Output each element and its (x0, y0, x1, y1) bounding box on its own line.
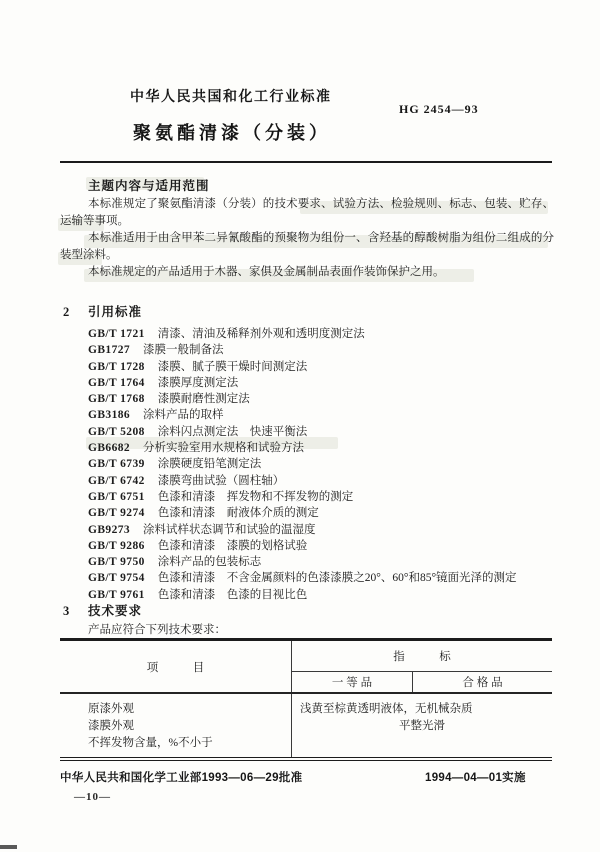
reference-code: GB9273 (88, 523, 131, 536)
requirements-section-heading (63, 601, 142, 619)
scope-section-heading: 主题内容与适用范围 (88, 179, 210, 193)
reference-item (88, 375, 554, 391)
table-col-item-header: 项 目 (60, 641, 292, 692)
footer-approval-note: 中华人民共和国化学工业部1993—06—29批准 (60, 772, 303, 784)
table-value-column (292, 694, 552, 757)
reference-title: 色漆和清漆 不含金属颜料的色漆漆膜之20°、60°和85°镜面光泽的测定 (157, 572, 517, 585)
scope-paragraph: 本标准适用于由含甲苯二异氰酸酯的预聚物为组份一、含羟基的醇酸树脂为组份二组成的分装型涂料。 (60, 232, 554, 261)
section-heading-label: 技术要求 (88, 604, 143, 618)
scope-paragraphs (60, 196, 554, 281)
table-body (60, 694, 552, 761)
reference-item (88, 505, 554, 521)
reference-item (88, 538, 554, 554)
standard-category-header: 中华人民共国和化工行业标准 (130, 88, 332, 104)
scan-edge-mark (0, 845, 17, 849)
requirements-intro: 产品应符合下列技术要求： (88, 624, 226, 636)
reference-code: GB1727 (88, 344, 131, 357)
standard-code: HG 2454—93 (399, 102, 479, 116)
references-section-heading (63, 302, 142, 320)
table-col-first-grade-header: 一 等 品 (292, 672, 413, 692)
page-number: —10— (74, 791, 111, 803)
table-item-column (60, 694, 292, 757)
header-divider-rule (60, 161, 552, 163)
reference-item (88, 570, 554, 586)
reference-code: GB6682 (88, 442, 131, 455)
document-title: 聚氨酯清漆（分装） (133, 123, 331, 143)
reference-title: 清漆、清油及稀释剂外观和透明度测定法 (157, 328, 365, 340)
reference-item (88, 342, 554, 358)
section-heading-label: 引用标准 (88, 305, 143, 319)
spec-table (60, 638, 552, 761)
reference-title: 涂料闪点测定法 快速平衡法 (157, 425, 308, 438)
reference-title: 分析实验室用水规格和试验方法 (143, 442, 305, 455)
reference-title: 涂膜硬度铅笔测定法 (157, 458, 262, 471)
reference-item (88, 424, 554, 440)
reference-item (88, 391, 554, 407)
reference-code: GB/T 1768 (88, 393, 145, 406)
reference-title: 漆膜厚度测定法 (157, 376, 239, 389)
table-row-item: 原漆外观 (88, 703, 134, 715)
reference-item (88, 456, 554, 472)
reference-title: 色漆和清漆 漆膜的划格试验 (157, 539, 308, 552)
section-number: 2 (63, 305, 70, 319)
reference-title: 色漆和清漆 耐液体介质的测定 (157, 507, 319, 520)
reference-title: 漆膜一般制备法 (143, 344, 224, 357)
reference-code: GB/T 9286 (88, 539, 145, 552)
reference-title: 色漆和清漆 色漆的目视比色 (157, 588, 308, 601)
reference-item (88, 522, 554, 538)
reference-title: 涂料产品的取样 (143, 409, 224, 422)
reference-code: GB/T 6742 (88, 474, 145, 487)
reference-code: GB/T 9274 (88, 507, 145, 520)
table-col-index-header: 指 标 (393, 651, 451, 663)
reference-code: GB/T 9761 (88, 588, 145, 601)
reference-code: GB/T 6739 (88, 458, 145, 471)
reference-title: 涂料产品的包装标志 (157, 556, 262, 569)
reference-title: 漆膜弯曲试验（圆柱轴） (157, 474, 285, 487)
reference-code: GB/T 1728 (88, 360, 145, 373)
reference-item (88, 326, 554, 342)
reference-item (88, 489, 554, 505)
reference-code: GB/T 1764 (88, 376, 145, 389)
table-row-value: 浅黄至棕黄透明液体，无机械杂质 (300, 703, 473, 715)
reference-title: 漆膜、腻子膜干燥时间测定法 (157, 360, 308, 373)
reference-code: GB/T 1721 (88, 328, 145, 340)
reference-list (88, 326, 554, 603)
reference-item (88, 407, 554, 423)
table-row-item: 不挥发物含量，%不小于 (88, 737, 213, 749)
scope-paragraph: 本标准规定的产品适用于木器、家俱及金属制品表面作装饰保护之用。 (88, 266, 445, 278)
reference-title: 色漆和清漆 挥发物和不挥发物的测定 (157, 490, 354, 503)
reference-title: 漆膜耐磨性测定法 (157, 393, 250, 406)
reference-item (88, 359, 554, 375)
reference-code: GB/T 9750 (88, 556, 145, 569)
reference-code: GB/T 9754 (88, 572, 145, 585)
table-row-value: 平整光滑 (399, 720, 445, 732)
table-row-item: 漆膜外观 (88, 720, 134, 732)
section-number: 3 (63, 604, 70, 618)
reference-item (88, 473, 554, 489)
reference-code: GB3186 (88, 409, 131, 422)
reference-item (88, 554, 554, 570)
table-col-qualified-header: 合 格 品 (462, 677, 503, 689)
reference-code: GB/T 6751 (88, 490, 145, 503)
footer-implementation-date: 1994—04—01实施 (425, 772, 526, 784)
scope-paragraph: 本标准规定了聚氨酯清漆（分装）的技术要求、试验方法、检验规则、标志、包装、贮存、运输等事项。 (60, 198, 554, 227)
reference-code: GB/T 5208 (88, 425, 145, 438)
reference-item (88, 440, 554, 456)
reference-title: 涂料试样状态调节和试验的温湿度 (143, 523, 316, 536)
reference-item (88, 587, 554, 603)
table-header (60, 641, 552, 694)
